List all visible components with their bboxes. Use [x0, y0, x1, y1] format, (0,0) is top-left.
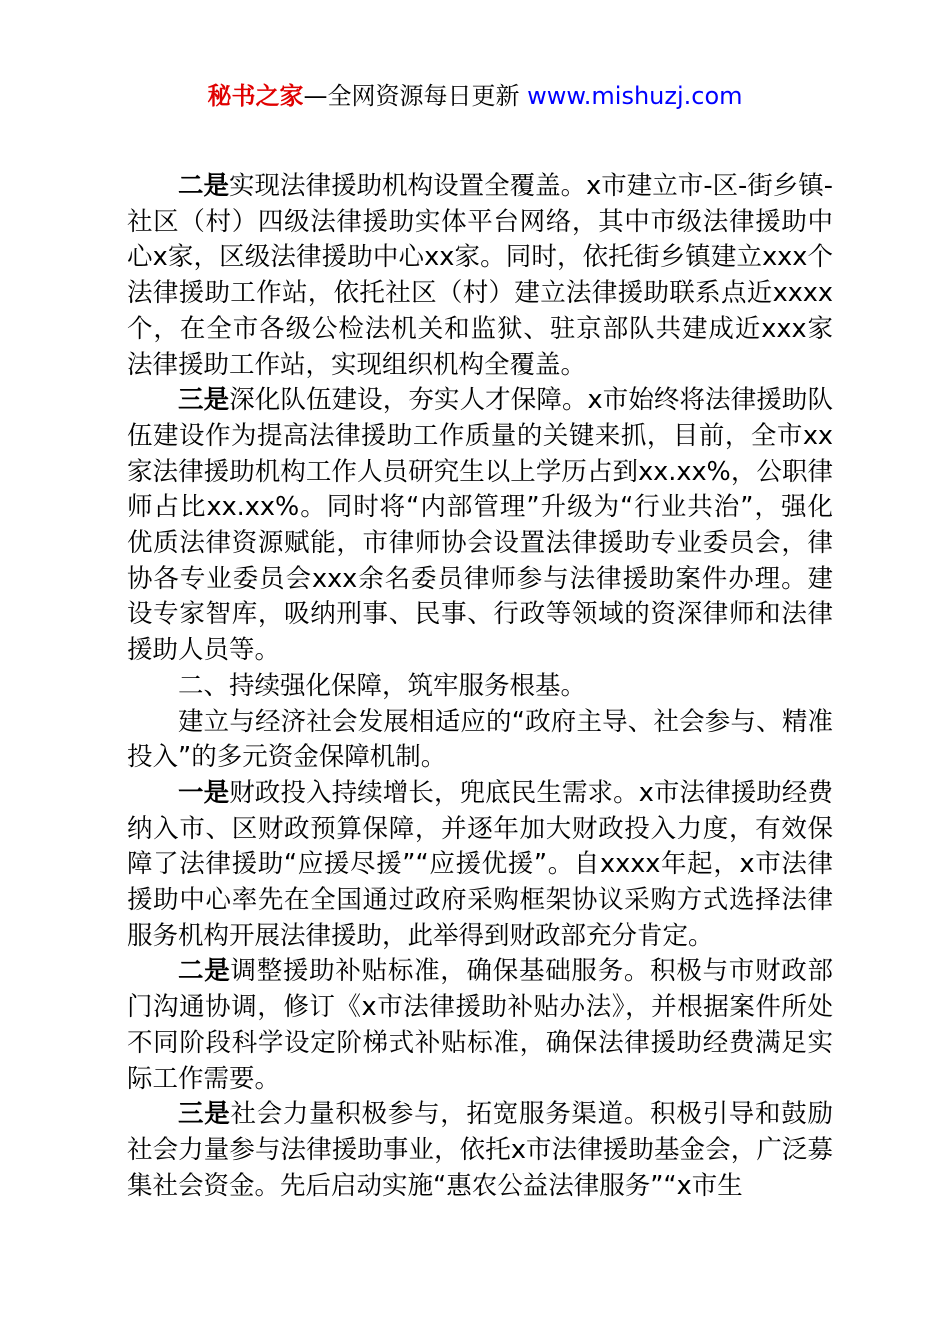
paragraph-lead: 一是	[178, 777, 230, 808]
paragraph-3	[127, 705, 833, 776]
paragraph-4	[127, 776, 833, 955]
site-url-link[interactable]: www.mishuzj.com	[527, 82, 743, 110]
brand-name: 秘书之家	[207, 82, 304, 110]
section-heading	[127, 669, 833, 705]
paragraph-text: 深化队伍建设，夯实人才保障。x市始终将法律援助队伍建设作为提高法律援助工作质量的关键来抓，目前，全市xx家法律援助机构工作人员研究生以上学历占到xx.xx%，公职律师占比xx.xx%。同时将“内部管理”升级为“行业共治”，强化优质法律资源赋能，市律师协会设置法律援助专业委员会，律协各专业委员会xxx余名委员律师参与法律援助案件办理。建设专家智库，吸纳刑事、民事、行政等领域的资深律师和法律援助人员等。	[127, 385, 833, 666]
header-tagline: —全网资源每日更新	[303, 82, 528, 110]
paragraph-6	[127, 1097, 833, 1204]
section-heading-text: 二、持续强化保障，筑牢服务根基。	[178, 670, 587, 701]
paragraph-lead: 二是	[178, 171, 230, 201]
paragraph-text: 财政投入持续增长，兜底民生需求。x市法律援助经费纳入市、区财政预算保障，并逐年加大财政投入力度，有效保障了法律援助“应援尽援”“应援优援”。自xxxx年起，x市法律援助中心率先在全国通过政府采购框架协议采购方式选择法律服务机构开展法律援助，此举得到财政部充分肯定。	[127, 777, 833, 951]
paragraph-lead: 三是	[178, 1099, 231, 1130]
paragraph-2	[127, 383, 833, 669]
paragraph-text: 建立与经济社会发展相适应的“政府主导、社会参与、精准投入”的多元资金保障机制。	[127, 706, 833, 773]
paragraph-lead: 二是	[178, 956, 231, 987]
document-body	[127, 169, 833, 1204]
paragraph-text: 调整援助补贴标准，确保基础服务。积极与市财政部门沟通协调，修订《x市法律援助补贴办法》，并根据案件所处不同阶段科学设定阶梯式补贴标准，确保法律援助经费满足实际工作需要。	[127, 956, 833, 1094]
site-header	[0, 78, 950, 114]
paragraph-text: 社会力量积极参与，拓宽服务渠道。积极引导和鼓励社会力量参与法律援助事业，依托x市法律援助基金会，广泛募集社会资金。先后启动实施“惠农公益法律服务”“x市生	[127, 1099, 833, 1201]
paragraph-1	[127, 169, 833, 383]
paragraph-text: 实现法律援助机构设置全覆盖。x市建立市-区-街乡镇-社区（村）四级法律援助实体平台网络，其中市级法律援助中心x家，区级法律援助中心xx家。同时，依托街乡镇建立xxx个法律援助工作站，依托社区（村）建立法律援助联系点近xxxx个，在全市各级公检法机关和监狱、驻京部队共建成近xxx家法律援助工作站，实现组织机构全覆盖。	[127, 171, 833, 380]
paragraph-lead: 三是	[178, 385, 230, 416]
paragraph-5	[127, 954, 833, 1097]
